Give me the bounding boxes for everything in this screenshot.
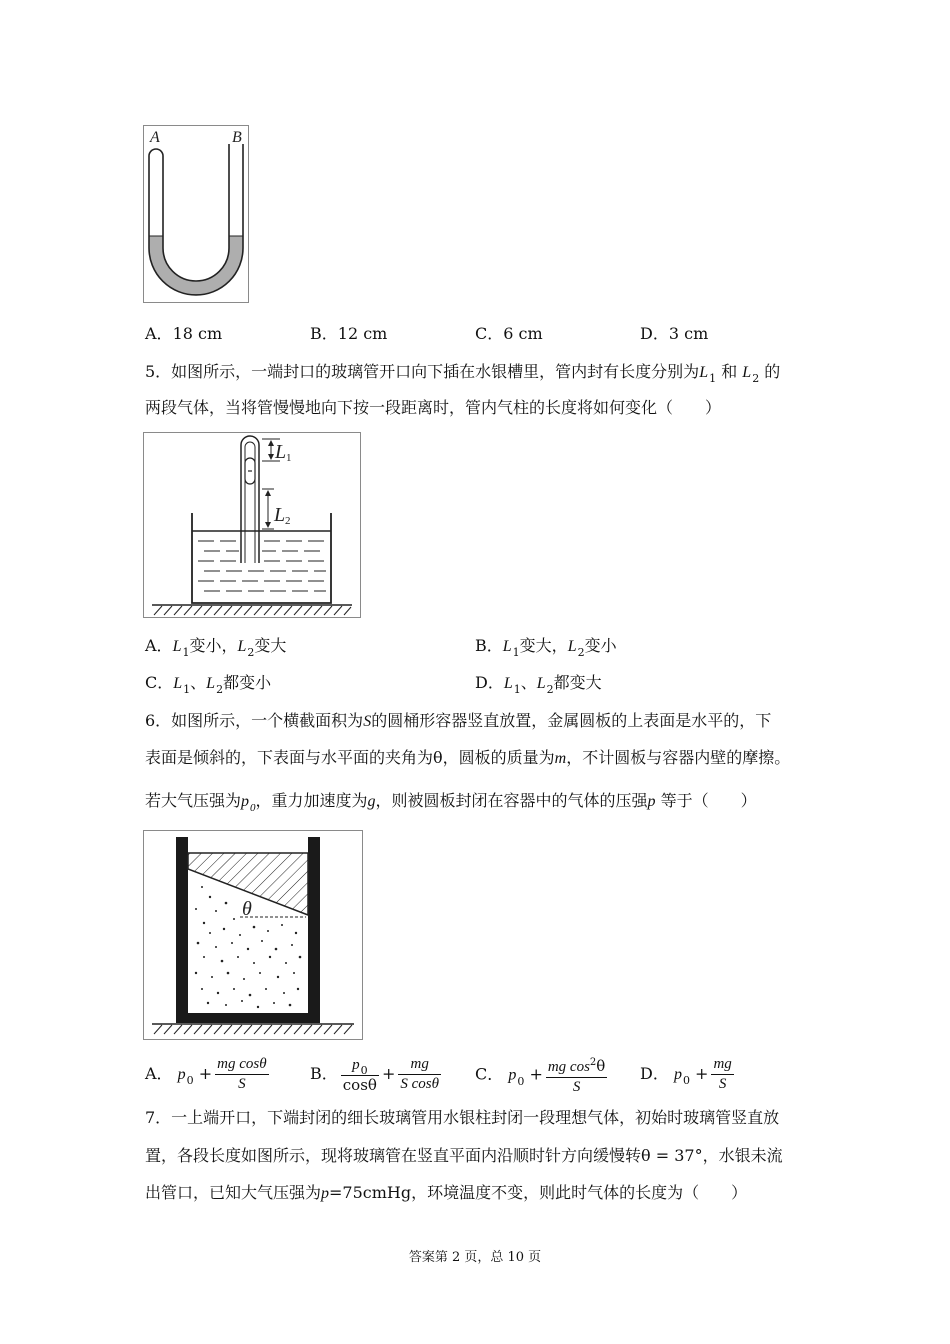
- q5-option-c-sub1: 1: [183, 683, 191, 696]
- q6-option-d-letter: D．: [640, 1064, 669, 1083]
- q5-option-b-l2: L: [567, 638, 577, 655]
- q6-option-c-letter: C．: [475, 1064, 504, 1084]
- q7-stem-line3: [145, 1183, 747, 1204]
- q7-stem-line2: [145, 1146, 783, 1166]
- q5-stem-line2: 两段气体，当将管慢慢地向下按一段距离时，管内气柱的长度将如何变化（ ）: [145, 398, 722, 417]
- q5-option-b: [475, 636, 617, 658]
- q6-option-d-p: p: [673, 1066, 682, 1083]
- q6-option-d-den: S: [718, 1076, 727, 1092]
- q6-option-a-p: p: [177, 1066, 186, 1083]
- fig-label-l2-sub: 2: [285, 515, 291, 527]
- q6-option-a-den: S: [238, 1076, 246, 1092]
- q5-option-a-l2: L: [237, 638, 247, 655]
- q6-var-p0: p: [241, 793, 250, 810]
- q6-var-p0-sub: 0: [250, 802, 256, 814]
- q4-option-d-text: 3 cm: [668, 324, 709, 343]
- q6-option-c-theta: θ: [596, 1057, 606, 1075]
- q5-option-b-l1: L: [502, 638, 512, 655]
- q5-option-a-l1: L: [172, 638, 182, 655]
- q5-and: 和: [721, 362, 738, 381]
- q6-option-c-sub: 0: [517, 1074, 525, 1088]
- q5-option-b-text1: 变大，: [519, 636, 568, 655]
- q5-option-a: [145, 636, 286, 658]
- q4-option-c: [475, 324, 543, 344]
- q6-option-c-num: [546, 1054, 607, 1078]
- q6-stem-text1: 6．如图所示，一个横截面积为: [145, 711, 364, 730]
- q5-option-d-sub2: 2: [546, 683, 554, 696]
- q6-stem-text5: ，不计圆板与容器内壁的摩擦。: [566, 748, 791, 767]
- q4-option-a: [145, 324, 222, 344]
- q4-option-a-text: 18 cm: [172, 324, 223, 343]
- q5-option-b-sub2: 2: [577, 646, 585, 659]
- q6-option-a-plus: +: [198, 1064, 213, 1083]
- q5-option-a-text2: 变大: [254, 636, 287, 655]
- q6-option-a-fraction: [215, 1056, 268, 1093]
- container-figure: [143, 830, 363, 1040]
- u-tube-label-a: A: [150, 129, 160, 146]
- q6-option-c-fraction: [546, 1054, 607, 1096]
- q5-sub-1: 1: [709, 372, 717, 385]
- q7-var-p: p: [321, 1185, 330, 1202]
- q4-option-b-letter: B．: [310, 324, 338, 343]
- q6-option-c: [475, 1054, 610, 1097]
- q5-option-d-text2: 都变大: [553, 673, 602, 692]
- q5-option-d: [475, 673, 602, 695]
- q6-option-b-letter: B．: [310, 1064, 338, 1083]
- q5-option-b-letter: B．: [475, 636, 503, 655]
- q6-option-a-letter: A．: [145, 1064, 173, 1083]
- q6-option-d: [640, 1054, 737, 1096]
- q6-option-b-num1-p: p: [352, 1056, 360, 1073]
- u-tube-figure: [143, 125, 249, 303]
- q6-option-a-sub: 0: [186, 1074, 194, 1087]
- q5-var-l2: L: [742, 364, 752, 381]
- q6-var-theta: θ: [433, 748, 443, 767]
- mercury-dashes: [198, 541, 326, 591]
- q6-option-b-num1-sub: 0: [360, 1063, 368, 1077]
- q6-stem-text3: 表面是倾斜的，下表面与水平面的夹角为: [145, 748, 434, 767]
- q5-stem-line1: [145, 362, 780, 384]
- q4-option-d: [640, 324, 708, 344]
- q6-option-b-fraction1: [341, 1056, 379, 1094]
- q5-option-c-letter: C．: [145, 673, 174, 692]
- q6-stem-line2: [145, 748, 790, 769]
- q6-stem-text4: ，圆板的质量为: [442, 748, 555, 767]
- q6-var-s: S: [363, 713, 372, 730]
- q6-stem-line3: [145, 791, 757, 813]
- q5-option-a-sub1: 1: [182, 646, 190, 659]
- q6-stem-text2: 的圆桶形容器竖直放置，金属圆板的上表面是水平的，下: [371, 711, 772, 730]
- q4-option-c-text: 6 cm: [503, 324, 543, 343]
- q6-option-b-num1: [341, 1056, 379, 1076]
- q5-option-b-text2: 变小: [584, 636, 617, 655]
- q5-option-d-l2: L: [536, 675, 546, 692]
- fig-label-l1: L: [275, 441, 287, 463]
- q5-option-a-text1: 变小，: [189, 636, 238, 655]
- q5-option-d-text1: 、: [520, 673, 537, 692]
- q5-option-c-sub2: 2: [216, 683, 224, 696]
- q6-stem-text7: ，重力加速度为: [255, 791, 368, 810]
- q6-var-m: m: [554, 750, 567, 767]
- q6-option-d-fraction: [711, 1056, 733, 1093]
- q5-option-c-text1: 、: [190, 673, 207, 692]
- page-footer: 答案第 2 页，总 10 页: [408, 1250, 542, 1265]
- q6-option-c-sup: 2: [589, 1057, 597, 1068]
- q6-stem-line1: [145, 711, 771, 732]
- q7-stem-line1: 7．一上端开口，下端封闭的细长玻璃管用水银柱封闭一段理想气体，初始时玻璃管竖直放: [145, 1108, 780, 1127]
- q6-option-b-plus: +: [381, 1064, 396, 1083]
- q5-option-c-text2: 都变小: [223, 673, 272, 692]
- q6-stem-text6: 若大气压强为: [145, 791, 242, 810]
- q6-option-c-den: S: [572, 1079, 581, 1095]
- fig-label-theta: θ: [242, 898, 252, 920]
- q6-option-a: [145, 1054, 272, 1096]
- q5-option-b-sub1: 1: [512, 646, 520, 659]
- q6-option-b-den1: cosθ: [342, 1075, 377, 1094]
- q6-option-d-sub: 0: [682, 1074, 690, 1087]
- q6-option-b-num2: mg: [398, 1056, 441, 1075]
- q6-var-p: p: [647, 793, 656, 810]
- q6-option-d-plus: +: [695, 1064, 709, 1083]
- q4-option-d-letter: D．: [640, 324, 669, 343]
- q5-sub-2: 2: [752, 372, 760, 385]
- q6-option-c-p: p: [508, 1066, 517, 1084]
- q6-option-b-fraction2: [398, 1056, 441, 1093]
- q6-option-c-plus: +: [529, 1064, 543, 1084]
- q5-option-a-sub2: 2: [247, 646, 255, 659]
- q7-stem-text1: 置，各段长度如图所示，现将玻璃管在竖直平面内沿顺时针方向缓慢转: [145, 1146, 642, 1165]
- q6-option-a-num: mg cosθ: [215, 1056, 268, 1075]
- q5-option-c-l1: L: [173, 675, 183, 692]
- fig-label-l1-sub: 1: [286, 452, 292, 464]
- u-tube-label-b: B: [232, 129, 242, 146]
- mercury-trough-diagram: [144, 433, 360, 617]
- q4-option-a-letter: A．: [145, 324, 173, 343]
- q7-angle: θ = 37°: [641, 1146, 703, 1165]
- q5-option-d-sub1: 1: [513, 683, 521, 696]
- q6-option-d-num: mg: [711, 1056, 733, 1075]
- q5-option-c: [145, 673, 271, 695]
- q4-option-b-text: 12 cm: [337, 324, 388, 343]
- mercury-trough-figure: [143, 432, 361, 618]
- container-diagram: [144, 831, 362, 1039]
- q5-option-a-letter: A．: [145, 636, 173, 655]
- q6-var-g: g: [367, 793, 376, 810]
- q5-var-l1: L: [699, 364, 709, 381]
- q7-stem-text3: 出管口，已知大气压强为: [145, 1183, 322, 1202]
- q5-stem-end: 的: [764, 362, 781, 381]
- q6-option-b: [310, 1054, 444, 1094]
- q5-option-d-l1: L: [503, 675, 513, 692]
- q6-option-c-num-text: mg cos: [547, 1059, 590, 1075]
- fig-label-l2: L: [274, 504, 286, 526]
- q6-stem-text9: 等于（ ）: [660, 791, 757, 810]
- ground-hatch-2: [154, 1025, 352, 1034]
- q5-option-c-l2: L: [206, 675, 216, 692]
- q7-stem-text2: ，水银未流: [702, 1146, 783, 1165]
- q4-option-b: [310, 324, 387, 344]
- u-tube-diagram: [144, 126, 248, 302]
- q5-option-d-letter: D．: [475, 673, 504, 692]
- q5-stem-text: 5．如图所示，一端封口的玻璃管开口向下插在水银槽里，管内封有长度分别为: [145, 362, 700, 381]
- q4-option-c-letter: C．: [475, 324, 504, 343]
- ground-hatch: [154, 606, 351, 615]
- q6-stem-text8: ，则被圆板封闭在容器中的气体的压强: [375, 791, 648, 810]
- q7-stem-text4: =75cmHg，环境温度不变，则此时气体的长度为（ ）: [329, 1183, 748, 1202]
- q6-option-b-den2: S cosθ: [400, 1076, 439, 1092]
